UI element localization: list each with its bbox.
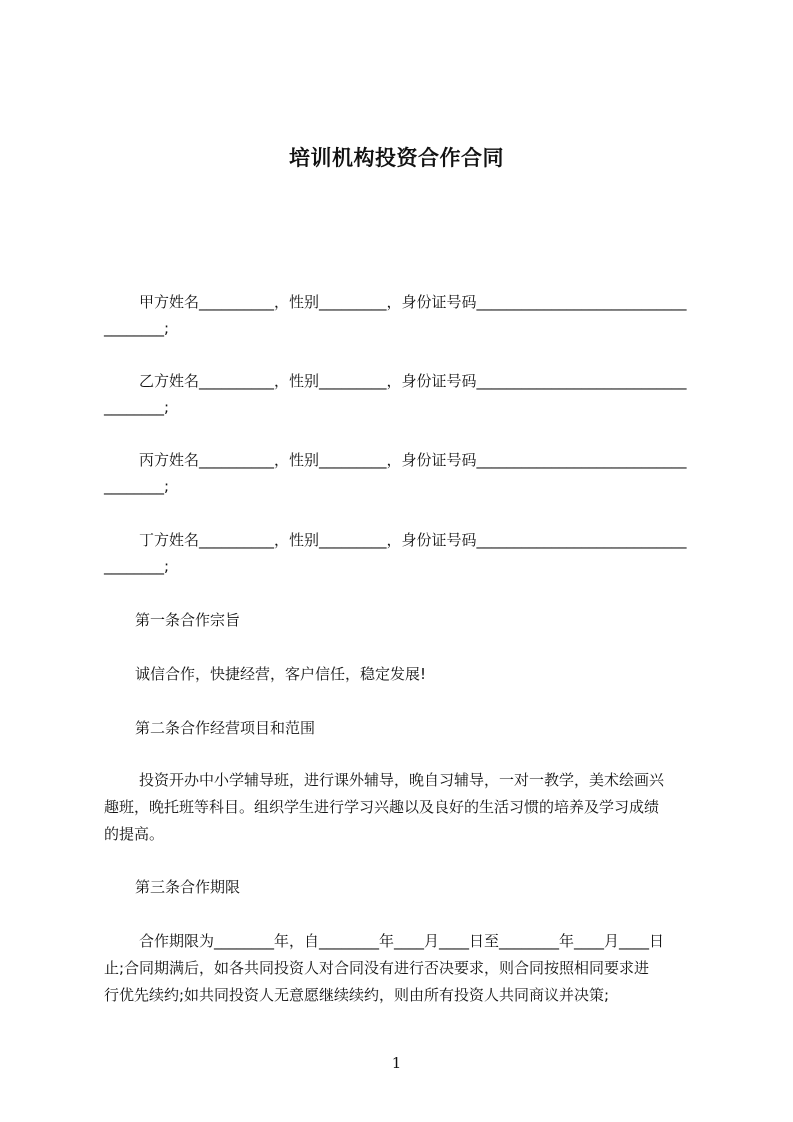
page-number: 1 xyxy=(391,1054,402,1072)
article-2-line-1: 投资开办中小学辅导班，进行课外辅导，晚自习辅导，一对一教学，美术绘画兴 xyxy=(139,771,665,789)
party-b-line: 乙方姓名__________，性别_________，身份证号码____________________________ xyxy=(139,372,687,390)
article-2-line-2: 趣班，晚托班等科目。组织学生进行学习兴趣以及良好的生活习惯的培养及学习成绩 xyxy=(104,798,660,816)
party-a-line-cont: ________; xyxy=(104,319,170,337)
party-b-line-cont: ________; xyxy=(104,398,170,416)
article-2-line-3: 的提高。 xyxy=(104,825,165,843)
article-1-body: 诚信合作，快捷经营，客户信任，稳定发展! xyxy=(135,665,427,683)
party-c-line-cont: ________; xyxy=(104,477,170,495)
party-a-line: 甲方姓名__________，性别_________，身份证号码____________________________ xyxy=(139,293,687,311)
article-3-line-3: 行优先续约;如共同投资人无意愿继续续约，则由所有投资人共同商议并决策; xyxy=(104,986,610,1004)
article-1-heading: 第一条合作宗旨 xyxy=(135,611,241,629)
article-3-line-1: 合作期限为________年，自________年____月____日至________年____月____日 xyxy=(139,932,665,950)
party-d-line-cont: ________; xyxy=(104,557,170,575)
article-3-line-2: 止;合同期满后，如各共同投资人对合同没有进行否决要求，则合同按照相同要求进 xyxy=(104,959,650,977)
article-2-heading: 第二条合作经营项目和范围 xyxy=(135,719,316,737)
party-c-line: 丙方姓名__________，性别_________，身份证号码____________________________ xyxy=(139,451,687,469)
article-3-heading: 第三条合作期限 xyxy=(135,878,241,896)
party-d-line: 丁方姓名__________，性别_________，身份证号码____________________________ xyxy=(139,531,687,549)
document-title: 培训机构投资合作合同 xyxy=(289,146,504,170)
